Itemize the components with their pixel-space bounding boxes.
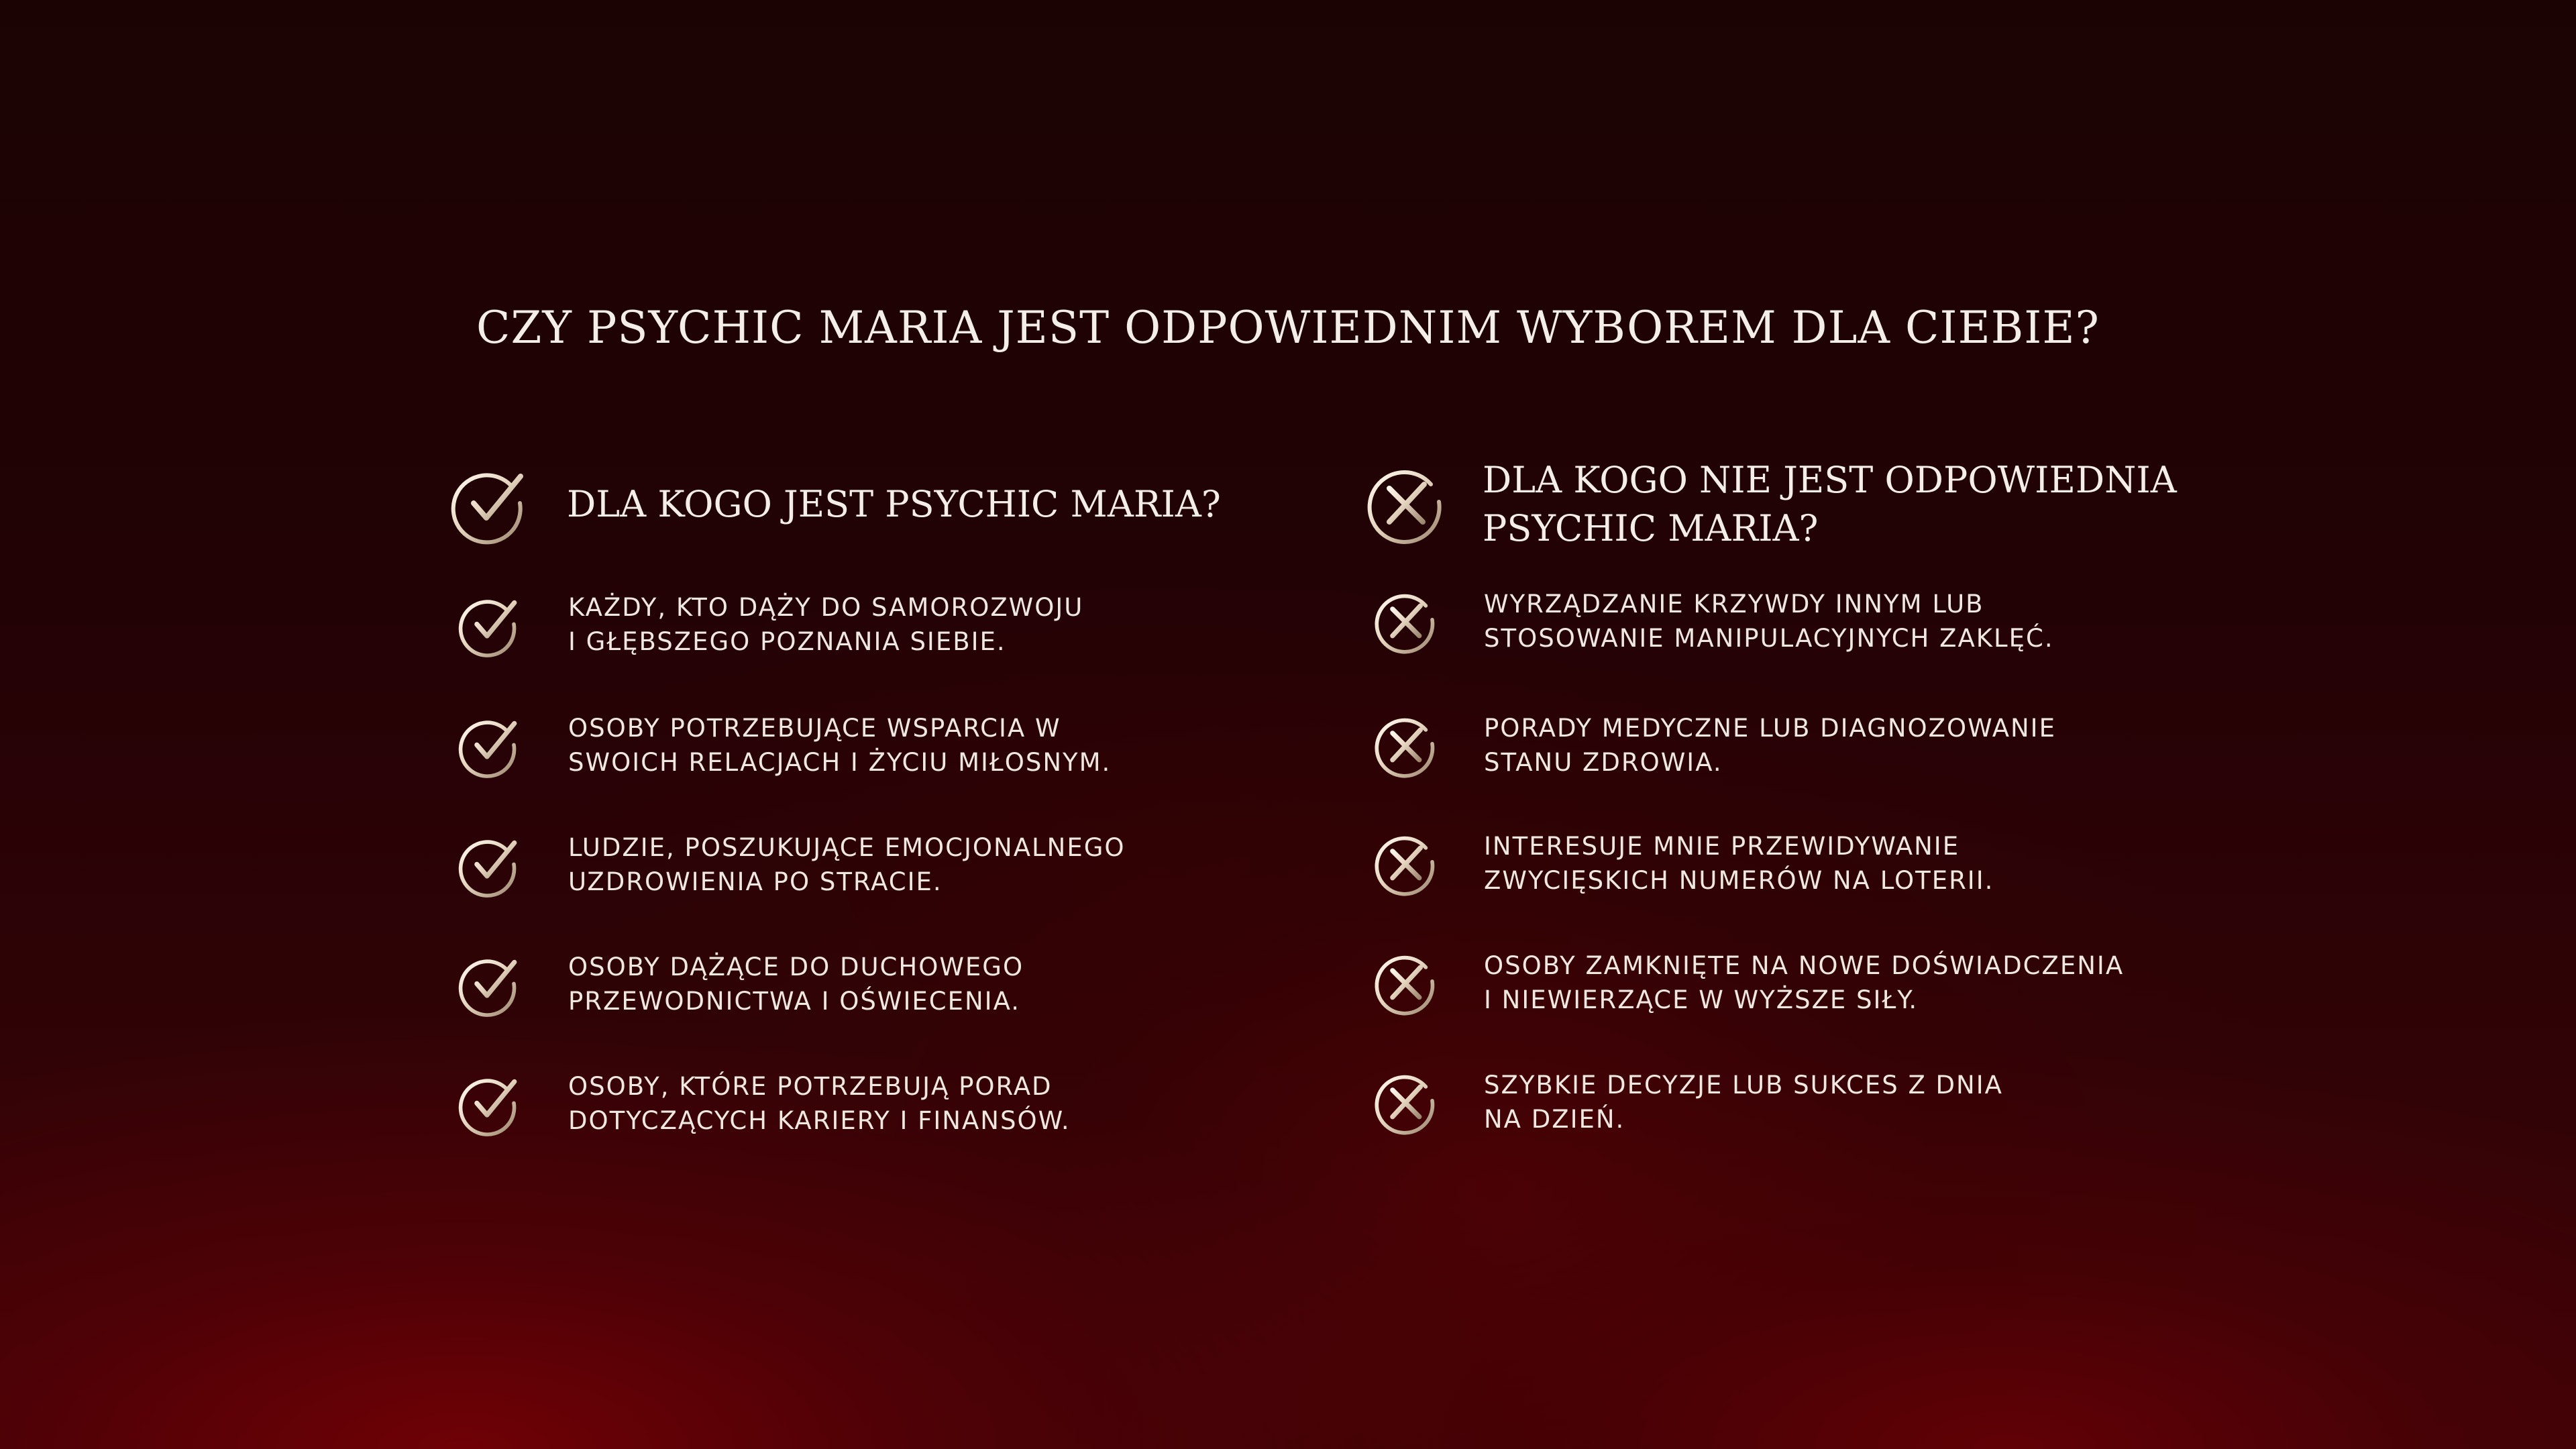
not-suitable-for-header [1365,456,2237,550]
check-circle-icon [458,593,522,657]
suitable-item [449,704,1322,785]
x-circle-icon [1373,590,1438,654]
suitable-item-text: LUDZIE, POSZUKUJĄCE EMOCJONALNEGO UZDROWIENIA PO STRACIE. [568,833,1126,896]
not-suitable-for-column [1365,456,2237,1134]
not-suitable-item-text: SZYBKIE DECYZJE LUB SUKCES Z DNIA NA DZIEŃ. [1484,1071,2003,1134]
not-suitable-item-text: OSOBY ZAMKNIĘTE NA NOWE DOŚWIADCZENIA I NIEWIERZĄCE W WYŻSZE SIŁY. [1484,951,2125,1014]
suitable-item [449,1063,1322,1143]
suitable-for-column [449,456,1322,1135]
x-circle-icon [1373,1071,1438,1135]
x-circle-icon [1373,714,1438,778]
x-circle-icon [1365,464,1446,545]
x-circle-icon [1373,951,1438,1016]
not-suitable-item [1365,704,2237,785]
not-suitable-item-text: WYRZĄDZANIE KRZYWDY INNYM LUB STOSOWANIE MANIPULACYJNYCH ZAKLĘĆ. [1484,590,2054,653]
suitable-item-text: OSOBY, KTÓRE POTRZEBUJĄ PORAD DOTYCZĄCYCH KARIERY I FINANSÓW. [568,1072,1071,1135]
suitable-item [449,943,1322,1024]
suitable-for-header [449,456,1322,550]
suitable-item-text: KAŻDY, KTO DĄŻY DO SAMOROZWOJU I GŁĘBSZEGO POZNANIA SIEBIE. [568,593,1084,656]
suitable-item-text: OSOBY POTRZEBUJĄCE WSPARCIA W SWOICH RELACJACH I ŻYCIU MIŁOSNYM. [568,714,1112,777]
page-title: CZY PSYCHIC MARIA JEST ODPOWIEDNIM WYBOREM DLA CIEBIE? [476,302,2100,354]
not-suitable-item [1365,942,2237,1022]
check-circle-icon [458,953,522,1017]
not-suitable-item [1365,580,2237,661]
suitable-item [449,824,1322,904]
not-suitable-item [1365,1061,2237,1142]
suitable-item-text: OSOBY DĄŻĄCE DO DUCHOWEGO PRZEWODNICTWA I OŚWIECENIA. [568,953,1024,1016]
check-circle-icon [458,833,522,898]
check-circle-icon [449,464,530,545]
not-suitable-item-text: PORADY MEDYCZNE LUB DIAGNOZOWANIE STANU ZDROWIA. [1484,714,2056,777]
not-suitable-item [1365,822,2237,903]
check-circle-icon [458,714,522,778]
x-circle-icon [1373,832,1438,896]
check-circle-icon [458,1072,522,1136]
suitable-for-title: DLA KOGO JEST PSYCHIC MARIA? [567,483,1221,525]
suitable-item [449,584,1322,664]
not-suitable-item-text: INTERESUJE MNIE PRZEWIDYWANIE ZWYCIĘSKICH NUMERÓW NA LOTERII. [1484,832,1994,895]
not-suitable-for-title: DLA KOGO NIE JEST ODPOWIEDNIA PSYCHIC MARIA? [1483,459,2177,549]
